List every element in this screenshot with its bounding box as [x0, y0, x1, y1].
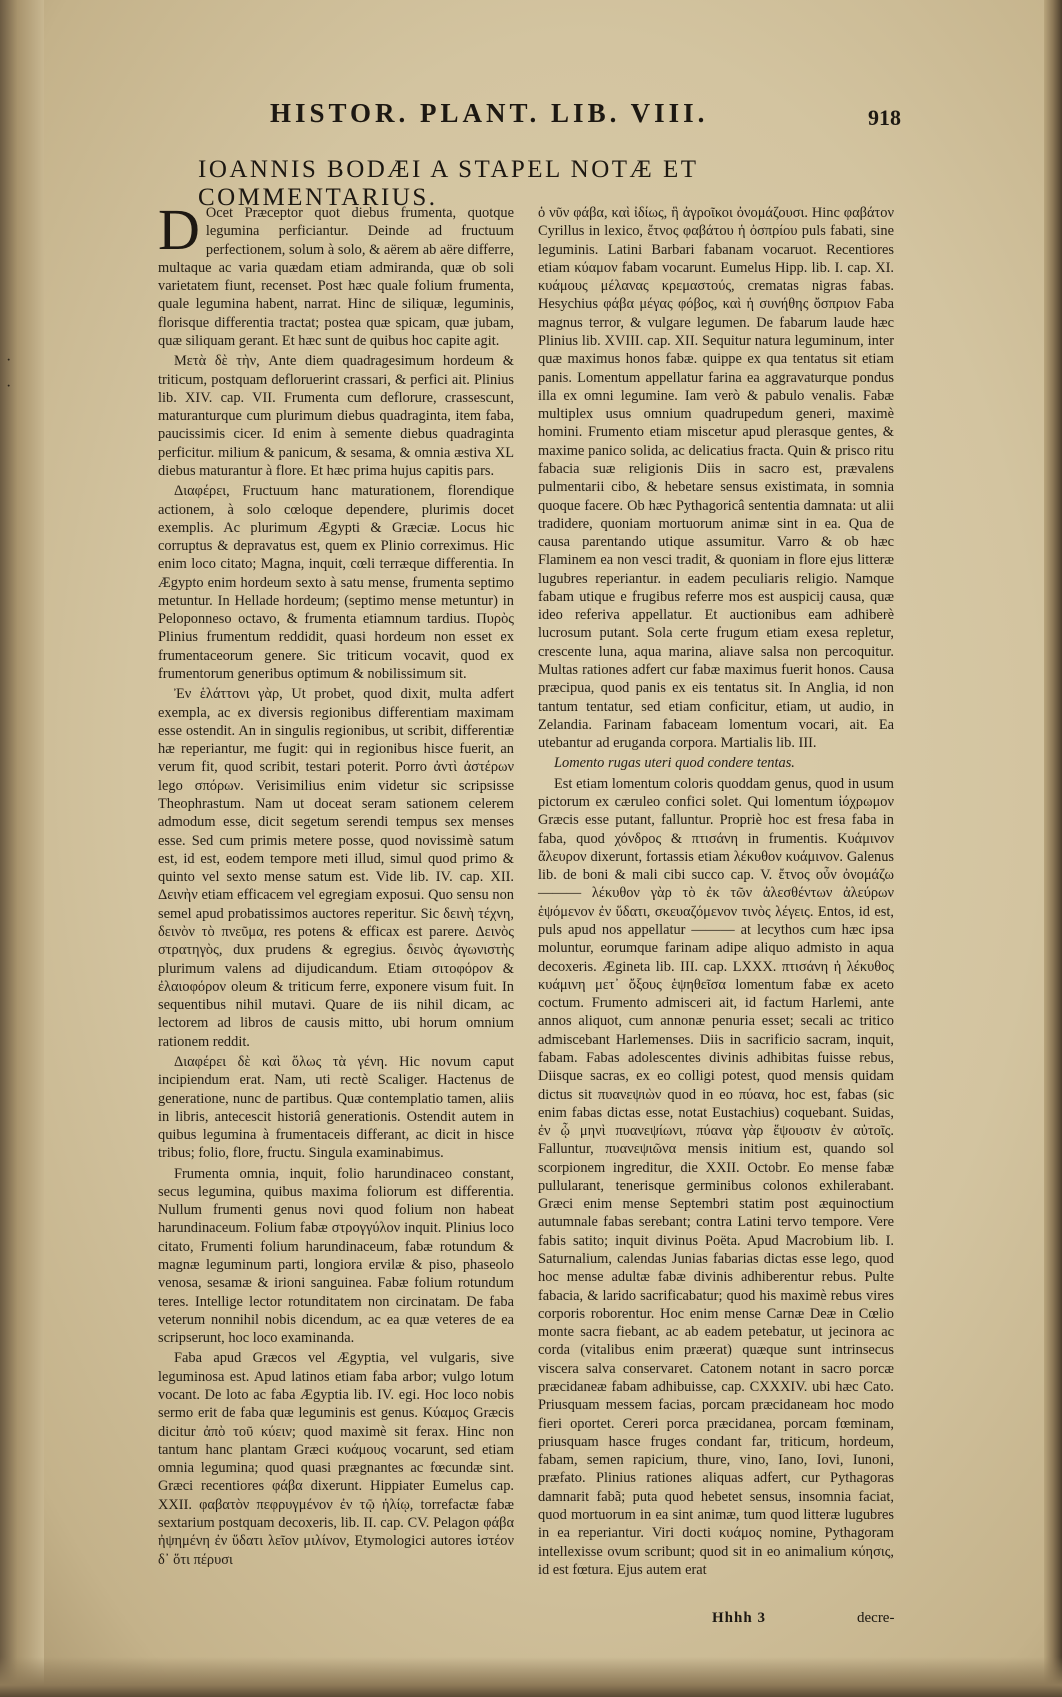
bottom-edge [0, 1657, 1062, 1697]
drop-cap: D [158, 197, 200, 262]
left-column [158, 197, 514, 1571]
verse-quotation: Lomento rugas uteri quod condere tentas. [554, 755, 795, 772]
margin-mark: · [6, 378, 12, 395]
paragraph: Μετὰ δὲ τὴν, Ante diem quadragesimum hordeum & triticum, postquam defloruerint crassari, & perfici ait. Plinius lib. XIV. cap. VII. Frumenta cum deflorure, crassescunt, maturanturque cum plurimum diebus quadraginta, item faba, paucissimis cicer. Id enim à semente diebus quadraginta perficitur. milium & panicum, & sesama, & omnia æstiva XL diebus maturantur à flore. Et hæc prima hujus capitis pars. [158, 353, 514, 479]
paragraph: Frumenta omnia, inquit, folio harundinaceo constant, secus legumina, quibus maxima foliorum est differentia. Nullum frumenti genus novi quod folium non habeat harundinaceum. Folium fabæ στρογγύλον inquit. Plinius loco citato, Frumenti folium harundinaceum, fabæ rotundum & magnæ leguminum parti, longiora ervilæ & piso, phaseolo venosa, sesamæ & irioni sanguinea. Fabæ folium rotundum teres. Intellige lector rotunditatem non circinatam. De faba veterum nonnihil nobis dicendum, ac ea quæ veteres de ea scripserunt, hoc loco examinanda. [158, 1165, 514, 1347]
paragraph: ὁ νῦν φάβα, καὶ ἰδίως, ἣ ἀγροῖκοι ὀνομάζουσι. Hinc φαβάτον Cyrillus in lexico, ἔτνος φαβάτου ἡ ὀσπρίου puls fabati, sine leguminis. Latini Barbari fabanam vocaruot. Recentiores etiam κύαμον fabam vocarunt. Eumelus Hipp. lib. I. cap. XI. κυάμους μέλανας κρεμαστούς, crematas nigras fabas. Hesychius φάβα μέγας φόβος, καὶ ἡ συνήθης ὄσπριον Faba magnus terror, & vulgare legumen. De fabarum laude hæc Plinius lib. XVIII. cap. XII. Sequitur natura leguminum, inter quæ maximus honos fabæ. quippe ex qua tentatus sit etiam panis. Lomentum appellatur farina ea aggravaturque pondus illa ex omni legumine. Iam verò & pabulo venalis. Fabæ multiplex usus omnium quadrupedum generi, maximè homini. Frumento etiam miscetur apud plerasque gentes, & maxime panico solida, ac delicatius fracta. Quin & prisco ritu fabacia suæ religionis Diis in sacro est, prævalens pulmentarii cibo, & hebetare sensus existimata, in somnia quoque facere. Ob hæc Pythagoricâ sententia damnata: ut alii tradidere, quoniam mortuorum animæ sint in ea. Qua de causa parentando utique assumitur. Varro & ob hæc Flaminem ea non vesci tradit, & quoniam in flore ejus litteræ lugubres reperiantur. in eadem peculiaris religio. Namque fabam utique e frugibus referre mos est auspicij causa, quæ ideo referiva appellatur. Et auctionibus eam adhiberè lucrosum putant. Sola certe frugum etiam exesa repletur, crescente luna, aqua marina, aliave salsa non percoquitur. Multas rationes adfert cur fabæ maximus fuerit honos. Causa præcipua, quod panis ex eis tentatus sit. In Anglia, id non tantum tentatur, sed etiam conficitur, etiam, ut audio, in Zelandia. Farinam fabaceam lomentum vocari, ait. Ea utebantur ad eruganda corpora. Martialis lib. III. [538, 205, 894, 752]
paragraph: Διαφέρει δὲ καὶ ὅλως τὰ γένη. Hic novum caput incipiendum erat. Nam, uti rectè Scaliger. Hactenus de generatione, nunc de partibus. Quæ contemplatio tamen, aliis in libris, antecescit historiâ generationis. Ostendit autem in quibus legumina à frumentaceis differant, ac dicit in hisce tribus; folio, flore, fructu. Singula examinabimus. [158, 1053, 514, 1162]
margin-mark: · [6, 352, 12, 369]
page-edge [1044, 0, 1062, 1697]
paragraph: D Ocet Præceptor quot diebus frumenta, quotque legumina perficiantur. Deinde ad fructuum perfectionem, solum à solo, & aërem ab aëre differre, multaque ac varia quædam etiam admiranda, quæ ob soli varietatem fiunt, recenset. Post hæc quale folium frumenta, quale legumina habent, narrat. Hinc de siliquæ, leguminis, florisque differentia tractat; postea quæ spicam, quæ jubam, quæ siliquam gerant. Et hæc sunt de quibus hoc capite agit. [158, 197, 514, 349]
paragraph: Faba apud Græcos vel Ægyptia, vel vulgaris, sive leguminosa est. Apud latinos etiam faba arbor; vulgo lotum vocant. De loto ac faba Ægyptia lib. IV. egi. Hoc loco nobis sermo erit de faba quæ leguminis est genus. Κύαμος Græcis dicitur ἀπὸ τοῦ κύειν; quod maximè sit ferax. Hinc non tantum hanc plantam Græci κυάμους vocarunt, sed etiam omnia legumina; quod quasi prægnantes ac fœcundæ sint. Græci recentiores φάβα dixerunt. Hippiater Eumelus cap. XXII. φαβατὸν πεφρυγμένον ἐν τῷ ἡλίῳ, torrefactæ fabæ sextarium postquam decoxeris, lib. II. cap. CV. Pelagon φάβα ἠψημένη ἐν ὕδατι λεῖον μιλίνον, Etymologici autores ἰστέον δ᾽ ὅτι πέρυσι [158, 1350, 514, 1568]
gutter-shadow [0, 0, 44, 1697]
running-head: HISTOR. PLANT. LIB. VIII. [270, 98, 709, 128]
folio-number: 918 [868, 105, 901, 130]
section-title: IOANNIS BODÆI A STAPEL NOTÆ ET COMMENTARIUS. [198, 156, 699, 211]
paragraph: Ἐν ἑλάττονι γὰρ, Ut probet, quod dixit, multa adfert exempla, ac ex diversis regionibus differentiam maximam esse ostendit. An in singulis regionibus, ut scribit, differentiæ hæ reperiantur, me fugit: qui in regionibus hisce fuerit, an verum fit, quod scribit, testari poterit. Porro ἀντὶ ἀστέρων lego σπόρων. Verisimilius enim videtur sic scripsisse Theophrastum. Nam ut doceat seram sationem celerem admodum esse, dicit segetum serendi tempus sex menses esse. Sed cum primis metere posse, quod novissimè satum est, id est, eodem tempore meti illud, simul quod primo & quinto vel sexto mense satum est. Vide lib. IV. cap. XII. Δεινὴν etiam efficacem vel egregiam exposui. Quo sensu non semel apud probatissimos auctores reperitur. Sic δεινὴ τέχνη, δεινὸν τὸ πνεῦμα, res potens & efficax est parere. Δεινὸς στρατηγὸς, dux prudens & egregius. δεινὸς ἀγωνιστὴς plurimum valens ad dijudicandum. Etiam σιτοφόρον & ἐλαιοφόρον oleum & triticum ferre, exponere visum fuit. In sequentibus nihil mutavi. Quare de iis nihil dicam, ac lectorem ad libros de causis mitto, ubi horum omnium rationem reddit. [158, 686, 514, 1050]
paragraph: Est etiam lomentum coloris quoddam genus, quod in usum pictorum ex cæruleo confici solet. Qui lomentum ἰόχρωμον Græcis esse putant, falluntur. Propriè hoc est fresa faba in faba, quod χόνδρος & πτισάνη in frumentis. Κυάμινον ἄλευρον dixerunt, fortassis etiam λέκυθον κυάμινον. Galenus lib. de boni & mali cibi succo cap. V. ἔτνος οὖν ὀνομάζω ——— λέκυθον γὰρ τὸ ἐκ τῶν ἀλεσθέντων ἀλεύρων ἑψόμενον ἐν ὕδατι, σκευαζόμενον τινὸς λέγεις. Entos, id est, puls apud nos appellatur ——— at lecythos cum hæc ipsa moluntur, eorumque farinam adipe aliquo admisto in aqua decoxeris. Ægineta lib. III. cap. LXXX. πτισάνη ἡ λέκυθος κυάμινη μετ᾽ ὄξους ἑψηθεῖσα lomentum fabæ ex aceto coctum. Frumento admisceri ait, id factum Harlemi, ante annos aliquot, cum annonæ penuria esset; secali ac tritico admiscebant Harlemenses. Diis in sacrificio sacram, inquit, fabam. Fabas adolescentes divinis adhibitas fuisse rebus, Diisque sacras, ex eo colligi potest, quod mensis quidam dictus sit πυανεψιὼν quod in eo πύανα, hoc est, fabas (sic enim fabas dictas esse, notat Eustachius) coquebant. Suidas, ἐν ᾧ μηνὶ πυανεψίωνι, πύανα γὰρ ἕψουσιν ἐν αὐτοῖς. Falluntur, πυανεψιῶνα mensis initium est, quando sol scorpionem ingreditur, die XXII. Octobr. Eo mense fabæ pullularant, tenerisque germinibus colonos exhilerabant. Græci enim mense Septembri statim post æquinoctium autumnale fabas serebant; contra Latini tervo tempore. Vere fabis satito; inquit divinus Poëta. Apud Macrobium lib. I. Saturnalium, calendas Junias fabarias dictas esse lego, quod hoc mense adultæ fabæ divinis adhiberentur rebus. Pulte fabacia, & larido sacrificabatur; quod his maximè rebus vires corporis roborentur. Hoc enim mense Carnæ Deæ in Cœlio monte sacra fiebant, ac ab eadem petebatur, ut jecinora ac corda (vitalibus enim præerat) quæque sunt intrinsecus viscera salva conservaret. Catonem notant in sacro porcæ præcidaneæ fabam adhibuisse, cap. CXXXIV. ubi hæc Cato. Priusquam messem facias, porcam præcidaneam hoc modo fieri oportet. Cereri porca præcidanea, porcam fœminam, priusquam hasce fruges condant far, triticum, hordeum, fabam, semen rapicium, thure, vino, Iano, Iovi, Iunoni, præfato. Plinius rationes aliquas adfert, cur Pythagoras damnarit fabã; puta quod hebetet sensus, insomnia faciat, quod mortuorum in ea sint animæ, tum quod litteræ lugubres in ea reperiantur. Viri docti κυάμος nomine, Pythagoram intellexisse ovum scribunt; quod sit in eo animalium κύησις, id est fœtura. Ejus autem erat [538, 775, 894, 1578]
paragraph: Διαφέρει, Fructuum hanc maturationem, florendique actionem, à solo cœloque dependere, plurimis docet exemplis. Ac plurimum Ægypti & Græciæ. Locus hic corruptus & depravatus est, quem ex Plinio correximus. Hic enim loco citato; Magna, inquit, cœli terræque differentia. In Ægypto enim hordeum sexto à satu mense, frumenta septimo metuntur. In Hellade hordeum; (septimo mense metuntur) in Peloponneso octavo, & frumenta etiamnum tardius. Πυρὸς Plinius frumentum reddidit, quasi hordeum non esset ex frumentaceorum genere. Sic triticum vocavit, quod ex frumentorum generibus optimum & nobilissimum sit. [158, 483, 514, 683]
catchword: decre- [857, 1610, 895, 1626]
signature-mark: Hhhh 3 [712, 1610, 766, 1626]
right-column [538, 204, 894, 1581]
